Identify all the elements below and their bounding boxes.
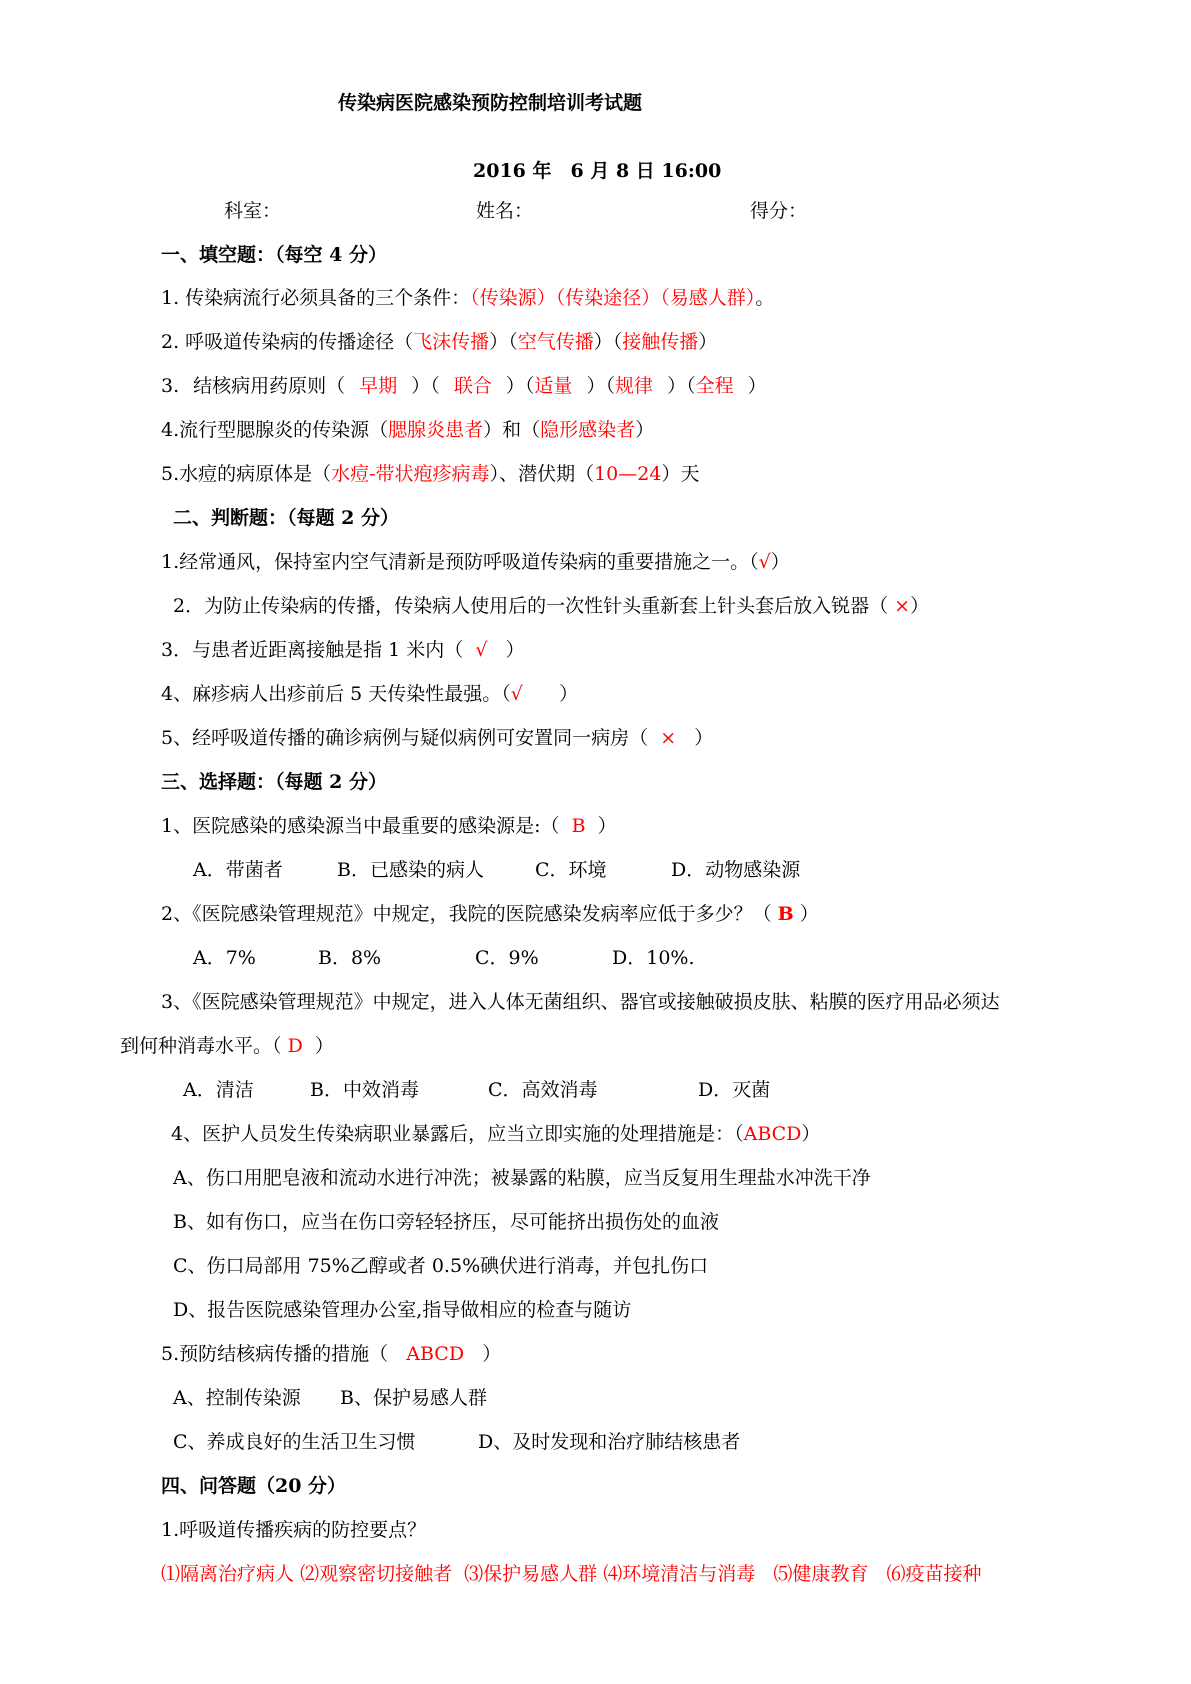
s1-q3-answer-5: 全程: [695, 375, 734, 397]
s4-answer-3: ⑶保护易感人群: [464, 1563, 598, 1585]
s1-q5-answer-1: 水痘-带状疱疹病毒: [331, 463, 490, 485]
s2-q2-answer: ×: [894, 595, 911, 617]
s3-q4-answer: ABCD: [743, 1123, 802, 1145]
s3-question-3: 3、《医院感染管理规范》中规定，进入人体无菌组织、器官或接触破损皮肤、粘膜的医疗用品必须达: [161, 991, 1000, 1013]
s3-question-5: 5.预防结核病传播的措施（ ABCD ）: [161, 1343, 502, 1365]
s4-answer-line: [161, 1561, 982, 1587]
s2-q3-answer: √: [475, 639, 488, 661]
s3-q4-option-a: A、伤口用肥皂液和流动水进行冲洗；被暴露的粘膜，应当反复用生理盐水冲洗干净: [173, 1167, 871, 1189]
s3-question-1: 1、医院感染的感染源当中最重要的感染源是:（ B ）: [161, 815, 617, 837]
s1-question-2: 2. 呼吸道传染病的传播途径（飞沫传播）（空气传播）（接触传播）: [161, 331, 718, 353]
exam-date: 2016 年 6 月 8 日 16:00: [473, 160, 722, 182]
s1-q4-answer-2: 隐形感染者: [540, 419, 636, 441]
s3-q2-answer: B: [777, 903, 794, 925]
s4-answer-5: ⑸健康教育: [773, 1563, 869, 1585]
section4-heading: 四、问答题（20 分）: [161, 1475, 347, 1497]
s3-q5-option-d: D、及时发现和治疗肺结核患者: [478, 1431, 741, 1453]
s3-q4-option-b: B、如有伤口，应当在伤口旁轻轻挤压，尽可能挤出损伤处的血液: [173, 1211, 719, 1233]
section3-heading: 三、选择题：（每题 2 分）: [161, 771, 387, 793]
s3-q4-option-c: C、伤口局部用 75%乙醇或者 0.5%碘伏进行消毒，并包扎伤口: [173, 1255, 709, 1277]
s3-question-3-cont: 到何种消毒水平。（ D ）: [120, 1035, 334, 1057]
s3-q5-option-b: B、保护易感人群: [340, 1387, 487, 1409]
s3-q5-option-a: A、控制传染源: [173, 1387, 301, 1409]
s1-q2-answer-3: 接触传播: [622, 331, 699, 353]
s1-q3-answer-4: 规律: [615, 375, 654, 397]
s3-q1-option-c: C．环境: [535, 859, 607, 881]
s4-answer-2: ⑵观察密切接触者: [300, 1563, 453, 1585]
s1-q1-answer-3: （易感人群）: [660, 287, 756, 309]
s4-question-1: 1.呼吸道传播疾病的防控要点？: [161, 1519, 427, 1541]
s1-question-1: 1. 传染病流行必须具备的三个条件：（传染源）（传染途径）（易感人群）。: [161, 287, 775, 309]
s4-answer-1: ⑴隔离治疗病人: [161, 1563, 295, 1585]
section1-heading: 一、填空题：（每空 4 分）: [161, 244, 387, 266]
s3-q3-answer: D: [287, 1035, 303, 1057]
s3-q1-option-b: B．已感染的病人: [337, 859, 484, 881]
s3-q1-option-d: D．动物感染源: [671, 859, 801, 881]
s3-q2-option-a: A．7%: [193, 947, 256, 969]
s3-q1-answer: B: [571, 815, 586, 837]
s1-question-3: 3. 结核病用药原则（ 早期 ）（ 联合 ）（适量 ）（规律 ）（全程 ）: [161, 375, 767, 397]
s1-q5-answer-2: 10—24: [594, 463, 662, 485]
s1-q3-answer-3: 适量: [534, 375, 573, 397]
s1-q2-answer-2: 空气传播: [517, 331, 594, 353]
s3-question-2: 2、《医院感染管理规范》中规定，我院的医院感染发病率应低于多少？（ B ）: [161, 903, 819, 925]
s4-answer-4: ⑷环境清洁与消毒: [603, 1563, 756, 1585]
s1-q4-answer-1: 腮腺炎患者: [388, 419, 484, 441]
s1-question-5: 5.水痘的病原体是（水痘-带状疱疹病毒）、潜伏期（10—24）天: [161, 463, 700, 485]
s1-q3-answer-1: 早期: [359, 375, 398, 397]
s2-question-4: 4、麻疹病人出疹前后 5 天传染性最强。（√ ）: [161, 683, 579, 705]
s2-q1-answer: √: [758, 551, 771, 573]
s1-question-4: 4.流行型腮腺炎的传染源（腮腺炎患者）和（隐形感染者）: [161, 419, 655, 441]
s3-q2-option-d: D．10%.: [612, 947, 695, 969]
dept-field-label: 科室：: [224, 200, 282, 222]
s3-q3-option-c: C．高效消毒: [488, 1079, 598, 1101]
s2-question-1: 1.经常通风，保持室内空气清新是预防呼吸道传染病的重要措施之一。（√）: [161, 551, 790, 573]
s3-question-4: 4、医护人员发生传染病职业暴露后，应当立即实施的处理措施是：（ABCD）: [171, 1123, 821, 1145]
exam-title: 传染病医院感染预防控制培训考试题: [338, 92, 643, 114]
s3-q3-option-b: B．中效消毒: [310, 1079, 419, 1101]
s4-answer-6: ⑹疫苗接种: [886, 1563, 982, 1585]
s2-q5-answer: ×: [660, 727, 677, 749]
s3-q2-option-b: B．8%: [318, 947, 382, 969]
s1-q3-answer-2: 联合: [453, 375, 492, 397]
s2-question-2: 2．为防止传染病的传播，传染病人使用后的一次性针头重新套上针头套后放入锐器（ ×）: [173, 595, 930, 617]
s3-q3-option-a: A．清洁: [183, 1079, 254, 1101]
s3-q5-option-c: C、养成良好的生活卫生习惯: [173, 1431, 416, 1453]
s1-q2-answer-1: 飞沫传播: [413, 331, 490, 353]
name-field-label: 姓名：: [476, 200, 534, 222]
s2-question-3: 3．与患者近距离接触是指 1 米内（ √ ）: [161, 639, 525, 661]
s3-q2-option-c: C．9%: [475, 947, 539, 969]
s3-q1-option-a: A．带菌者: [193, 859, 283, 881]
section2-heading: 二、判断题：（每题 2 分）: [173, 507, 399, 529]
s2-question-5: 5、经呼吸道传播的确诊病例与疑似病例可安置同一病房（ × ）: [161, 727, 714, 749]
score-field-label: 得分：: [750, 200, 808, 222]
s3-q4-option-d: D、报告医院感染管理办公室,指导做相应的检查与随访: [173, 1299, 632, 1321]
s3-q3-option-d: D．灭菌: [698, 1079, 771, 1101]
s3-q5-answer: ABCD: [406, 1343, 465, 1365]
s1-q1-answer-1: （传染源）: [470, 287, 556, 309]
s2-q4-answer: √: [510, 683, 523, 705]
s1-q1-answer-2: （传染途径）: [555, 287, 661, 309]
